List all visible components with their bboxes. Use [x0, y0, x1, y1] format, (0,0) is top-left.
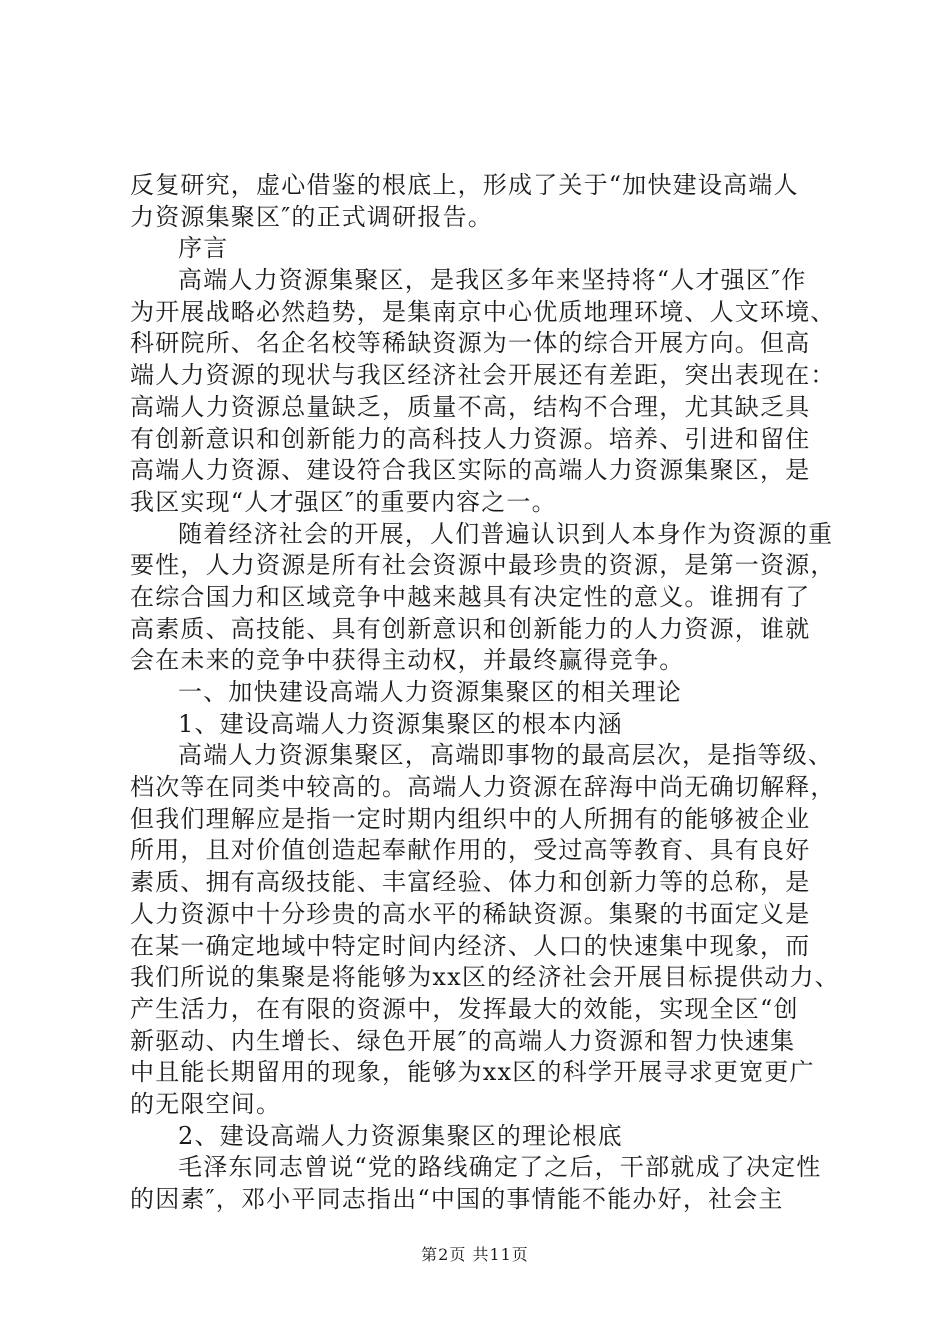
text-line: 中且能长期留用的现象，能够为xx区的科学开展寻求更宽更广 — [130, 1058, 815, 1087]
text-line: 档次等在同类中较高的。高端人力资源在辞海中尚无确切解释， — [130, 773, 836, 802]
text-line: 反复研究，虚心借鉴的根底上，形成了关于“加快建设高端人 — [130, 171, 799, 199]
text-line: 端人力资源的现状与我区经济社会开展还有差距，突出表现在： — [130, 361, 836, 390]
text-line: 为开展战略必然趋势，是集南京中心优质地理环境、人文环境、 — [130, 297, 836, 326]
text-line: 所用，且对价值创造起奉献作用的，受过高等教育、具有良好 — [130, 836, 811, 865]
text-line: 高端人力资源总量缺乏，质量不高，结构不合理，尤其缺乏具 — [130, 392, 811, 421]
text-line: 产生活力，在有限的资源中，发挥最大的效能，实现全区“创 — [130, 994, 799, 1023]
text-line: 有创新意识和创新能力的高科技人力资源。培养、引进和留住 — [130, 424, 811, 453]
text-line: 但我们理解应是指一定时期内组织中的人所拥有的能够被企业 — [130, 804, 811, 833]
text-line: 一、加快建设高端人力资源集聚区的相关理论 — [178, 678, 682, 706]
text-line: 高端人力资源集聚区，是我区多年来坚持将“人才强区″作 — [178, 266, 807, 295]
text-line: 新驱动、内生增长、绿色开展″的高端人力资源和智力快速集 — [130, 1026, 796, 1055]
text-line: 的无限空间。 — [130, 1089, 282, 1118]
text-line: 我们所说的集聚是将能够为xx区的经济社会开展目标提供动力、 — [130, 963, 840, 992]
text-line: 素质、拥有高级技能、丰富经验、体力和创新力等的总称，是 — [130, 868, 811, 897]
text-line: 在综合国力和区域竞争中越来越具有决定性的意义。谁拥有了 — [130, 582, 811, 611]
text-line: 2、建设高端人力资源集聚区的理论根底 — [178, 1121, 623, 1150]
text-line: 高端人力资源集聚区，高端即事物的最高层次，是指等级、 — [178, 741, 834, 770]
text-line: 高端人力资源、建设符合我区实际的高端人力资源集聚区，是 — [130, 456, 811, 485]
text-line: 我区实现“人才强区″的重要内容之一。 — [130, 487, 557, 516]
text-line: 要性，人力资源是所有社会资源中最珍贵的资源，是第一资源， — [130, 551, 836, 580]
document-body — [130, 170, 840, 1216]
text-line: 人力资源中十分珍贵的高水平的稀缺资源。集聚的书面定义是 — [130, 899, 811, 928]
text-line: 科研院所、名企名校等稀缺资源为一体的综合开展方向。但高 — [130, 329, 811, 358]
text-line: 毛泽东同志曾说“党的路线确定了之后，干部就成了决定性 — [178, 1153, 822, 1182]
text-line: 力资源集聚区″的正式调研报告。 — [130, 202, 493, 231]
text-line: 高素质、高技能、具有创新意识和创新能力的人力资源，谁就 — [130, 614, 811, 643]
text-line: 序言 — [178, 234, 229, 263]
page-footer: 第2页 共11页 — [421, 1245, 529, 1264]
text-line: 1、建设高端人力资源集聚区的根本内涵 — [178, 709, 623, 738]
text-line: 随着经济社会的开展，人们普遍认识到人本身作为资源的重 — [178, 519, 834, 548]
text-line: 在某一确定地域中特定时间内经济、人口的快速集中现象，而 — [130, 931, 811, 960]
text-line: 会在未来的竞争中获得主动权，并最终赢得竞争。 — [130, 646, 685, 675]
text-line: 的因素″，邓小平同志指出“中国的事情能不能办好，社会主 — [130, 1185, 784, 1213]
